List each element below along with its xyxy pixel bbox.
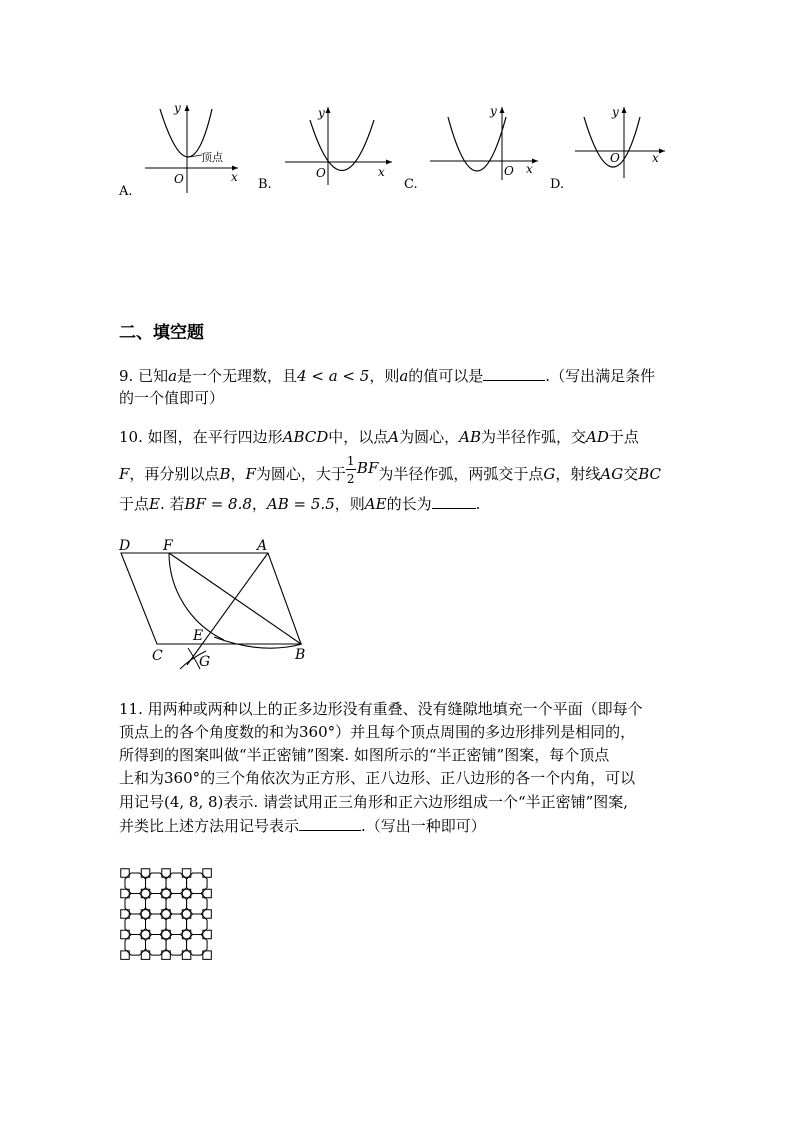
q11-line-1: 11. 用两种或两种以上的正多边形没有重叠、没有缝隙地填充一个平面（即每个: [119, 700, 643, 718]
graph-b: [285, 106, 392, 185]
graph-d-origin-label: O: [610, 151, 620, 165]
graph-a-x-label: x: [231, 170, 238, 184]
q9-inequality: 4 < a < 5: [297, 367, 370, 385]
q11-line-4: 上和为360°的三个角依次为正方形、正八边形、正八边形的各一个内角，可以: [119, 769, 636, 787]
tiling-octagon: [146, 894, 167, 915]
tiling-octagon: [187, 894, 208, 915]
q10-line-3: 于点E. 若BF = 8.8，AB = 5.5，则AE的长为 .: [119, 495, 481, 513]
tiling-octagon: [166, 873, 187, 894]
tiling-octagon: [146, 873, 167, 894]
q10-fraction: $\frac{1}{2}$: [346, 454, 355, 486]
q11-line-2: 顶点上的各个角度数的和为360°）并且每个顶点周围的多边形排列是相同的，: [119, 723, 636, 741]
q9-answer-blank[interactable]: [483, 365, 545, 381]
graph-a-origin-label: O: [174, 172, 184, 186]
q10-answer-blank[interactable]: [432, 493, 476, 509]
option-d-letter: D.: [550, 177, 565, 192]
graph-a-y-label: y: [174, 101, 181, 115]
option-b-letter: B.: [258, 177, 272, 192]
tiling-octagon: [187, 873, 208, 894]
section-title: 二、填空题: [119, 323, 204, 343]
fig-label-f: F: [163, 538, 173, 554]
tiling-octagon: [125, 873, 146, 894]
q11-answer-blank[interactable]: [299, 815, 361, 831]
tiling-octagon: [125, 894, 146, 915]
graph-c-origin-label: O: [504, 164, 514, 178]
tiling-octagon: [146, 914, 167, 935]
tiling-octagon: [166, 935, 187, 956]
q9-line-1: 9. 已知a是一个无理数，且4 < a < 5，则a的值可以是 .（写出满足条件: [119, 367, 656, 385]
q8-option-graphs: [110, 95, 690, 205]
q10-parallelogram-figure: [112, 533, 312, 673]
fig-label-b: B: [295, 647, 306, 663]
q11-line-6: 并类比上述方法用记号表示 .（写出一种即可）: [119, 817, 486, 835]
q10-line-1: 10. 如图，在平行四边形ABCD中，以点A为圆心，AB为半径作弧，交AD于点: [119, 428, 639, 446]
fig-label-g: G: [199, 654, 211, 670]
option-c-letter: C.: [404, 177, 418, 192]
graph-a-vertex-label: 顶点: [201, 151, 223, 164]
graph-d: [575, 105, 665, 178]
graph-d-y-label: y: [612, 105, 619, 119]
tiling-octagon: [125, 935, 146, 956]
q10-line-2: F，再分别以点B，F为圆心，大于 $\frac{1}{2}$ BF为半径作弧，两弧交于点G，射线AG交BC: [119, 454, 661, 486]
graph-a: [145, 101, 238, 193]
graph-c-y-label: y: [490, 104, 497, 118]
fig-label-c: C: [152, 648, 163, 664]
q11-line-3: 所得到的图案叫做“半正密铺”图案. 如图所示的“半正密铺”图案，每个顶点: [119, 746, 610, 764]
fig-label-d: D: [119, 538, 131, 554]
tiling-octagon: [125, 914, 146, 935]
graph-c-x-label: x: [526, 162, 533, 176]
graph-d-x-label: x: [652, 151, 659, 165]
q11-tiling-figure: [118, 866, 228, 978]
graph-b-y-label: y: [318, 106, 325, 120]
q9-line-2: 的一个值即可）: [119, 389, 225, 407]
tiling-octagon: [187, 935, 208, 956]
fig-label-e: E: [193, 628, 204, 644]
fig-label-a: A: [257, 538, 268, 554]
option-a-letter: A.: [119, 184, 133, 199]
tiling-octagon: [187, 914, 208, 935]
tiling-octagon: [166, 894, 187, 915]
tiling-octagon: [146, 935, 167, 956]
graph-c: [430, 104, 538, 180]
graph-b-x-label: x: [378, 165, 385, 179]
graph-b-origin-label: O: [316, 166, 326, 180]
q11-line-5: 用记号(4, 8, 8)表示. 请尝试用正三角形和正六边形组成一个“半正密铺”图案,: [119, 793, 629, 811]
tiling-square: [118, 866, 133, 881]
tiling-octagon: [166, 914, 187, 935]
